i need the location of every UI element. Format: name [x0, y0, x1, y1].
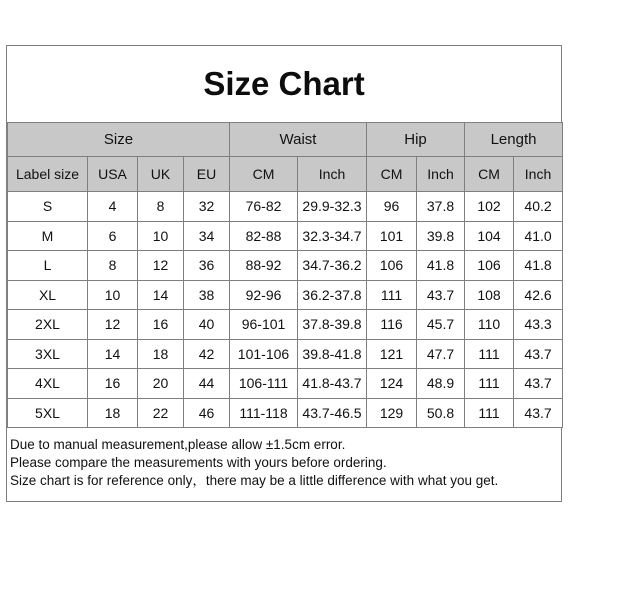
- group-header-waist: Waist: [230, 123, 367, 157]
- cell-hip-cm: 106: [367, 251, 417, 281]
- note-line: Please compare the measurements with yours before ordering.: [10, 455, 387, 470]
- column-header-label-size: Label size: [8, 157, 88, 192]
- cell-eu: 40: [184, 310, 230, 340]
- cell-label-size: 2XL: [8, 310, 88, 340]
- cell-hip-inch: 45.7: [417, 310, 465, 340]
- cell-length-cm: 110: [465, 310, 514, 340]
- table-row: [8, 398, 563, 428]
- cell-eu: 38: [184, 280, 230, 310]
- cell-waist-cm: 76-82: [230, 192, 298, 222]
- cell-label-size: M: [8, 221, 88, 251]
- cell-length-cm: 111: [465, 398, 514, 428]
- column-header-uk: UK: [138, 157, 184, 192]
- cell-usa: 10: [88, 280, 138, 310]
- cell-hip-inch: 37.8: [417, 192, 465, 222]
- cell-length-cm: 106: [465, 251, 514, 281]
- cell-length-cm: 102: [465, 192, 514, 222]
- column-header-hip-inch: Inch: [417, 157, 465, 192]
- cell-uk: 18: [138, 339, 184, 369]
- table-row: [8, 251, 563, 281]
- column-header-eu: EU: [184, 157, 230, 192]
- cell-uk: 22: [138, 398, 184, 428]
- group-header-row: [8, 123, 563, 157]
- cell-label-size: L: [8, 251, 88, 281]
- table-row: [8, 339, 563, 369]
- size-table-body: [8, 192, 563, 428]
- cell-waist-cm: 92-96: [230, 280, 298, 310]
- cell-length-inch: 40.2: [514, 192, 563, 222]
- cell-length-inch: 41.0: [514, 221, 563, 251]
- cell-hip-cm: 101: [367, 221, 417, 251]
- cell-waist-inch: 34.7-36.2: [298, 251, 367, 281]
- cell-waist-cm: 106-111: [230, 369, 298, 399]
- cell-usa: 6: [88, 221, 138, 251]
- cell-length-inch: 42.6: [514, 280, 563, 310]
- cell-length-inch: 43.7: [514, 339, 563, 369]
- size-chart: [6, 45, 562, 502]
- cell-length-inch: 41.8: [514, 251, 563, 281]
- cell-uk: 12: [138, 251, 184, 281]
- cell-length-cm: 111: [465, 369, 514, 399]
- column-header-row: [8, 157, 563, 192]
- cell-waist-inch: 41.8-43.7: [298, 369, 367, 399]
- cell-label-size: 3XL: [8, 339, 88, 369]
- cell-eu: 46: [184, 398, 230, 428]
- cell-hip-inch: 43.7: [417, 280, 465, 310]
- cell-usa: 8: [88, 251, 138, 281]
- cell-eu: 32: [184, 192, 230, 222]
- cell-uk: 20: [138, 369, 184, 399]
- cell-waist-inch: 36.2-37.8: [298, 280, 367, 310]
- group-header-size: Size: [8, 123, 230, 157]
- cell-waist-inch: 29.9-32.3: [298, 192, 367, 222]
- cell-hip-inch: 50.8: [417, 398, 465, 428]
- column-header-length-cm: CM: [465, 157, 514, 192]
- cell-uk: 14: [138, 280, 184, 310]
- column-header-usa: USA: [88, 157, 138, 192]
- cell-usa: 12: [88, 310, 138, 340]
- cell-usa: 14: [88, 339, 138, 369]
- cell-hip-cm: 96: [367, 192, 417, 222]
- cell-hip-inch: 41.8: [417, 251, 465, 281]
- table-row: [8, 369, 563, 399]
- cell-hip-inch: 48.9: [417, 369, 465, 399]
- table-row: [8, 221, 563, 251]
- cell-uk: 8: [138, 192, 184, 222]
- cell-hip-cm: 124: [367, 369, 417, 399]
- cell-hip-inch: 39.8: [417, 221, 465, 251]
- cell-eu: 36: [184, 251, 230, 281]
- cell-waist-inch: 43.7-46.5: [298, 398, 367, 428]
- cell-usa: 16: [88, 369, 138, 399]
- column-header-hip-cm: CM: [367, 157, 417, 192]
- note-line: Due to manual measurement,please allow ±1.5cm error.: [10, 437, 346, 452]
- cell-waist-cm: 111-118: [230, 398, 298, 428]
- cell-hip-cm: 129: [367, 398, 417, 428]
- cell-length-inch: 43.7: [514, 398, 563, 428]
- chart-title: Size Chart: [203, 65, 365, 102]
- cell-hip-inch: 47.7: [417, 339, 465, 369]
- cell-label-size: 5XL: [8, 398, 88, 428]
- cell-waist-inch: 37.8-39.8: [298, 310, 367, 340]
- group-header-length: Length: [465, 123, 563, 157]
- column-header-waist-inch: Inch: [298, 157, 367, 192]
- cell-hip-cm: 111: [367, 280, 417, 310]
- group-header-hip: Hip: [367, 123, 465, 157]
- cell-waist-cm: 82-88: [230, 221, 298, 251]
- table-row: [8, 280, 563, 310]
- column-header-waist-cm: CM: [230, 157, 298, 192]
- cell-length-inch: 43.3: [514, 310, 563, 340]
- cell-length-cm: 111: [465, 339, 514, 369]
- cell-waist-cm: 88-92: [230, 251, 298, 281]
- cell-length-inch: 43.7: [514, 369, 563, 399]
- notes: [7, 436, 561, 490]
- cell-length-cm: 108: [465, 280, 514, 310]
- cell-waist-cm: 96-101: [230, 310, 298, 340]
- cell-eu: 34: [184, 221, 230, 251]
- cell-waist-inch: 32.3-34.7: [298, 221, 367, 251]
- cell-label-size: XL: [8, 280, 88, 310]
- cell-waist-cm: 101-106: [230, 339, 298, 369]
- cell-hip-cm: 121: [367, 339, 417, 369]
- cell-eu: 44: [184, 369, 230, 399]
- cell-usa: 18: [88, 398, 138, 428]
- cell-waist-inch: 39.8-41.8: [298, 339, 367, 369]
- column-header-length-inch: Inch: [514, 157, 563, 192]
- note-line: Size chart is for reference only，there may be a little difference with what you get.: [10, 473, 499, 488]
- size-table: [7, 122, 563, 428]
- cell-eu: 42: [184, 339, 230, 369]
- table-row: [8, 192, 563, 222]
- table-row: [8, 310, 563, 340]
- cell-label-size: S: [8, 192, 88, 222]
- cell-uk: 10: [138, 221, 184, 251]
- cell-uk: 16: [138, 310, 184, 340]
- cell-length-cm: 104: [465, 221, 514, 251]
- cell-label-size: 4XL: [8, 369, 88, 399]
- cell-hip-cm: 116: [367, 310, 417, 340]
- cell-usa: 4: [88, 192, 138, 222]
